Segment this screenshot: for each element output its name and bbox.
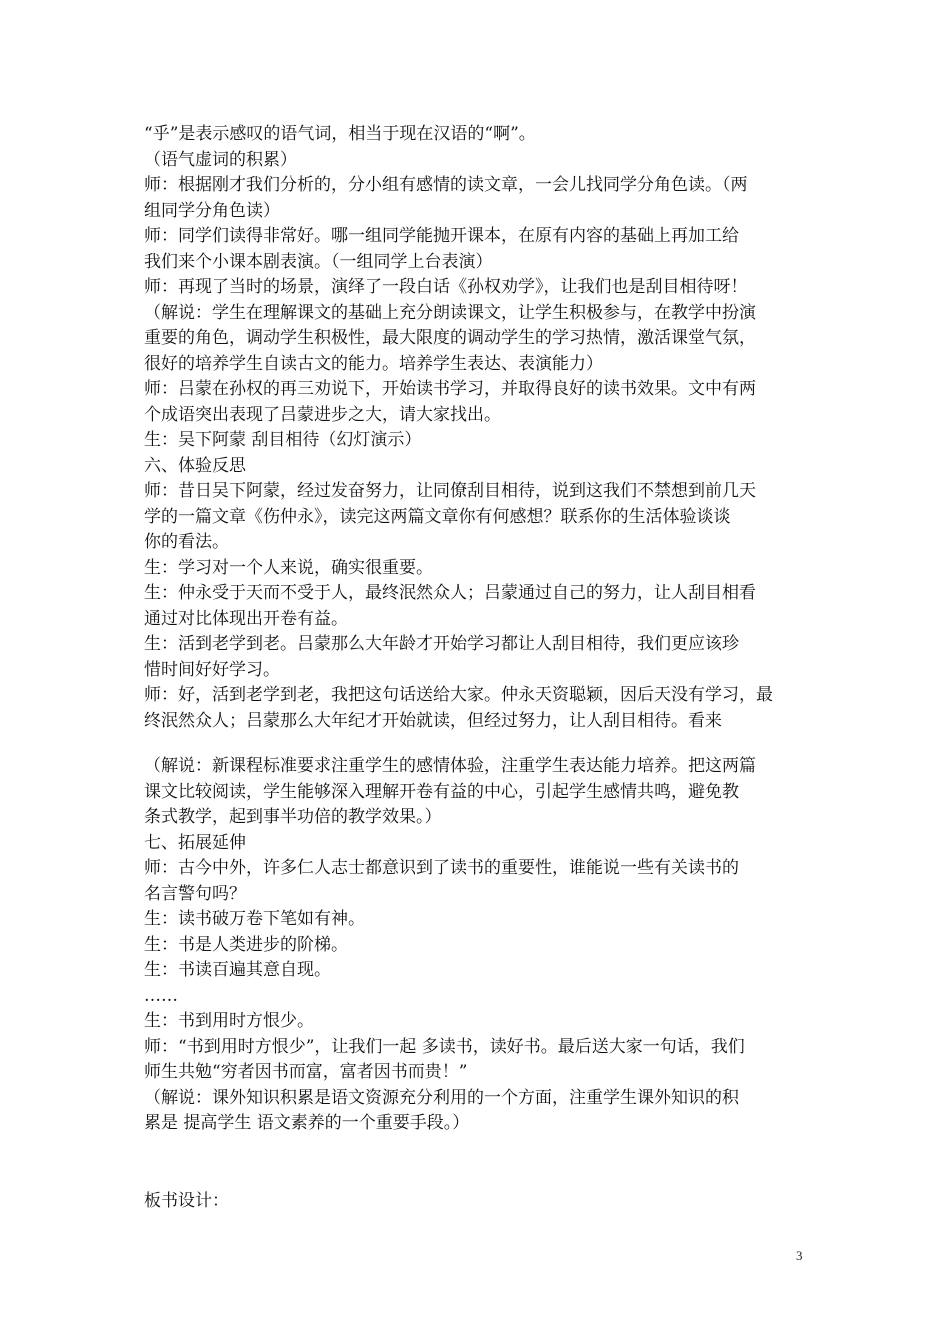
text-line: 惜时间好好学习。: [144, 659, 280, 680]
text-line: 生：仲永受于天而不受于人，最终泯然众人；吕蒙通过自己的努力，让人刮目相看: [144, 583, 756, 603]
text-line: 生：学习对一个人来说，确实很重要。: [144, 557, 433, 578]
text-line: （解说：新课程标准要求注重学生的感情体验，注重学生表达能力培养。把这两篇: [144, 756, 756, 776]
text-line: 我们来个小课本剧表演。（一组同学上台表演）: [144, 251, 493, 272]
text-line: 课文比较阅读，学生能够深入理解开卷有益的中心，引起学生感情共鸣，避免教: [144, 781, 739, 802]
text-line: 通过对比体现出开卷有益。: [144, 608, 348, 629]
text-line: 很好的培养学生自读古文的能力。培养学生表达、表演能力）: [144, 353, 603, 374]
text-line: 师：古今中外，许多仁人志士都意识到了读书的重要性，谁能说一些有关读书的: [144, 858, 739, 878]
text-line: 板书设计：: [144, 1190, 229, 1211]
text-line: 师：昔日吴下阿蒙，经过发奋努力，让同僚刮目相待，说到这我们不禁想到前几天: [144, 481, 756, 501]
text-line: （语气虚词的积累）: [144, 149, 297, 170]
text-line: 生：书读百遍其意自现。: [144, 960, 331, 980]
text-line: 师：吕蒙在孙权的再三劝说下，开始读书学习，并取得良好的读书效果。文中有两: [144, 379, 756, 399]
text-line: 生：活到老学到老。吕蒙那么大年龄才开始学习都让人刮目相待，我们更应该珍: [144, 634, 739, 654]
text-line: （解说：学生在理解课文的基础上充分朗读课文，让学生积极参与，在教学中扮演: [144, 302, 756, 323]
text-line: 师生共勉“穷者因书而富，富者因书而贵！”: [144, 1062, 468, 1082]
text-line: 学的一篇文章《伤仲永》，读完这两篇文章你有何感想？联系你的生活体验谈谈: [144, 506, 731, 527]
text-line: “乎”是表示感叹的语气词，相当于现在汉语的“啊”。: [144, 124, 536, 144]
text-line: 条式教学，起到事半功倍的教学效果。）: [144, 807, 442, 827]
text-line: 师：好，活到老学到老，我把这句话送给大家。仲永天资聪颖，因后天没有学习，最: [144, 685, 773, 705]
text-line: 师：根据刚才我们分析的，分小组有感情的读文章，一会儿找同学分角色读。（两: [144, 175, 748, 195]
text-line: ……: [144, 985, 178, 1006]
text-line: 七、拓展延伸: [144, 832, 246, 853]
paragraph-gap: [144, 734, 814, 754]
text-line: 师：再现了当时的场景，演绎了一段白话《孙权劝学》，让我们也是刮目相待呀！: [144, 277, 748, 297]
text-line: 名言警句吗？: [144, 883, 246, 904]
text-line: 重要的角色，调动学生积极性，最大限度的调动学生的学习热情，激活课堂气氛，: [144, 328, 756, 348]
text-line: 你的看法。: [144, 532, 229, 552]
text-block-extension: [144, 754, 814, 1137]
text-line: 生：吴下阿蒙 刮目相待（幻灯演示）: [144, 430, 422, 450]
text-line: 个成语突出表现了吕蒙进步之大，请大家找出。: [144, 404, 501, 425]
text-line: 组同学分角色读）: [144, 200, 280, 221]
text-line: 生：书是人类进步的阶梯。: [144, 934, 348, 955]
text-line: 生：读书破万卷下笔如有神。: [144, 909, 365, 929]
page-number: 3: [796, 1248, 803, 1263]
text-line: （解说：课外知识积累是语文资源充分利用的一个方面，注重学生课外知识的积: [144, 1087, 739, 1108]
document-body: [144, 122, 814, 1214]
text-line: 累是 提高学生 语文素养的一个重要手段。）: [144, 1113, 470, 1133]
text-line: 终泯然众人；吕蒙那么大年纪才开始就读，但经过努力，让人刮目相待。看来: [144, 710, 722, 731]
text-line: 六、体验反思: [144, 455, 246, 476]
text-line: 生：书到用时方恨少。: [144, 1011, 314, 1031]
text-block-board-design: [144, 1189, 814, 1215]
text-line: 师：同学们读得非常好。哪一组同学能抛开课本，在原有内容的基础上再加工给: [144, 226, 739, 246]
text-block-lesson-dialogue: [144, 122, 814, 734]
paragraph-gap: [144, 1137, 814, 1189]
text-line: 师：“书到用时方恨少”，让我们一起 多读书，读好书。最后送大家一句话，我们: [144, 1036, 745, 1057]
